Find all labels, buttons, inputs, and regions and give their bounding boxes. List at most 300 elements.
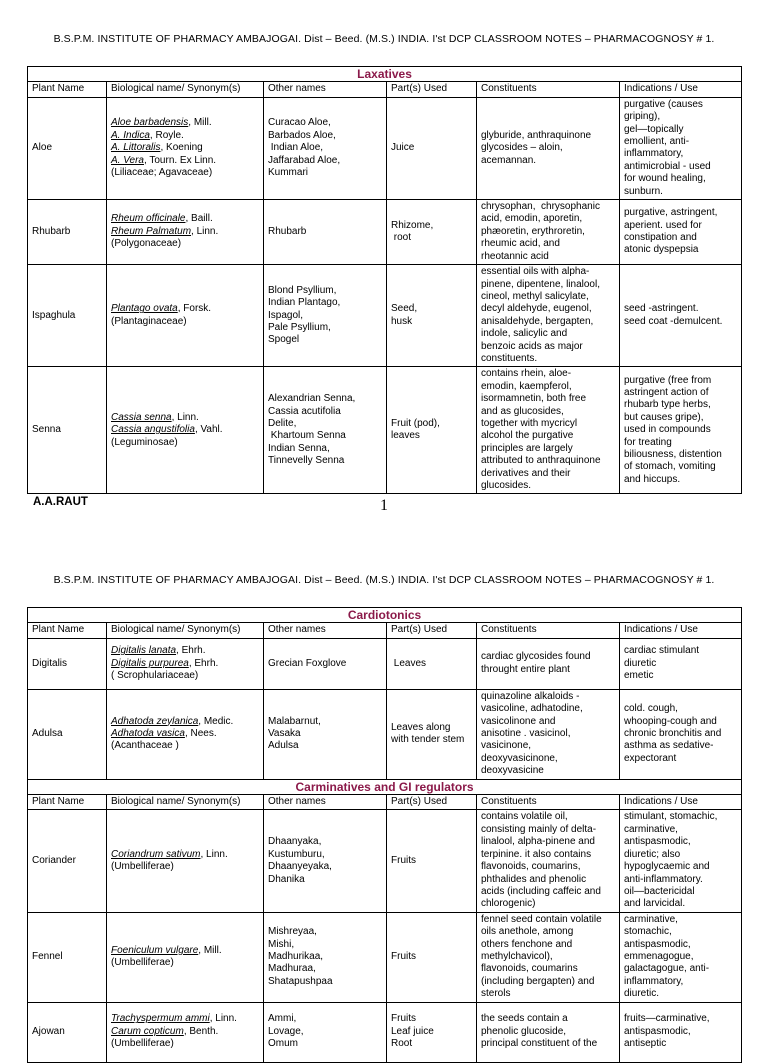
other-names-line: Pale Psyllium,: [268, 321, 331, 333]
constituents-line: emodin, kaempferol,: [481, 380, 572, 392]
indications-line: cold. cough,: [624, 703, 678, 715]
other-names-line: Grecian Foxglove: [268, 657, 347, 669]
species-author: , Mill.: [188, 117, 212, 129]
species-author: , Linn.: [209, 1013, 237, 1025]
other-names: [264, 912, 387, 1002]
constituents-line: (including bergapten) and: [481, 975, 595, 987]
constituents-line: glycosides – aloin,: [481, 142, 563, 154]
plant-name: Adulsa: [28, 689, 107, 779]
page-header: B.S.P.M. INSTITUTE OF PHARMACY AMBAJOGAI. Dist – Beed. (M.S.) INDIA. I'st DCP CLASSROOM NOTES – PHARMACOGNOSY # 1.: [53, 574, 715, 586]
constituents-line: alcohol the purgative: [481, 430, 574, 442]
other-names-line: Curacao Aloe,: [268, 117, 331, 129]
indications: [620, 638, 742, 689]
synonym: [111, 424, 259, 436]
constituents-line: terpinine. it also contains: [481, 848, 592, 860]
col-constituents-header: Constituents: [477, 623, 620, 638]
parts-used-line: Root: [391, 1038, 413, 1050]
synonym: [111, 316, 259, 328]
other-names-line: Mishi,: [268, 938, 295, 950]
plant-name: Ispaghula: [28, 265, 107, 367]
col-indications-header: Indications / Use: [620, 82, 742, 97]
species-name: Adhatoda zeylanica: [111, 715, 199, 727]
section-title: Cardiotonics: [28, 608, 742, 623]
indications-line: astringent action of: [624, 386, 709, 398]
indications-line: antimicrobial - used: [624, 160, 711, 172]
species-author: , Ehrh.: [188, 657, 219, 669]
synonym: [111, 740, 259, 752]
indications-line: emmenagogue,: [624, 950, 694, 962]
other-names: [264, 265, 387, 367]
species-author: , Medic.: [198, 715, 234, 727]
constituents-line: isormamnetin, both free: [481, 393, 587, 405]
indications-line: diuretic; also: [624, 848, 681, 860]
other-names-line: Ispagol,: [268, 309, 304, 321]
constituents-line: rheumic acid, and: [481, 238, 560, 250]
species-author: , Royle.: [149, 129, 184, 141]
indications-line: oil—bactericidal: [624, 885, 695, 897]
indications-line: antispasmodic,: [624, 1025, 691, 1037]
indications-line: carminative,: [624, 913, 678, 925]
other-names: [264, 97, 387, 199]
constituents-line: vasicolinone and: [481, 715, 556, 727]
biological-name: [107, 200, 264, 265]
indications-line: seed coat -demulcent.: [624, 315, 723, 327]
indications-line: galactagogue, anti-: [624, 963, 710, 975]
indications-line: stimulant, stomachic,: [624, 811, 718, 823]
synonym: [111, 861, 259, 873]
other-names-line: Madhuraa,: [268, 963, 316, 975]
constituents-line: acemannan.: [481, 154, 537, 166]
species-author: , Ehrh.: [176, 645, 206, 657]
cardio-carminatives-table: [27, 607, 742, 1063]
constituents: [477, 1002, 620, 1062]
constituents-line: decyl aldehyde, eugenol,: [481, 303, 592, 315]
other-names-line: Indian Aloe,: [268, 142, 324, 154]
species-name: Rheum officinale: [111, 213, 186, 225]
constituents-line: principal constituent of the: [481, 1038, 598, 1050]
constituents-line: the seeds contain a: [481, 1013, 568, 1025]
synonym: [111, 437, 259, 449]
synonym: [111, 213, 259, 225]
indications-line: emetic: [624, 670, 654, 682]
species-author: (Umbelliferae): [111, 957, 174, 969]
indications-line: antispasmodic,: [624, 938, 691, 950]
other-names-line: Indian Plantago,: [268, 297, 341, 309]
other-names-line: Ammi,: [268, 1013, 297, 1025]
species-name: Adhatoda vasica: [111, 728, 185, 740]
indications-line: and larvicidal.: [624, 898, 686, 910]
synonym: [111, 670, 259, 682]
other-names: [264, 638, 387, 689]
indications-line: griping),: [624, 111, 661, 123]
parts-used-line: Fruits: [391, 854, 416, 866]
constituents-line: contains volatile oil,: [481, 811, 568, 823]
indications-line: diuretic.: [624, 988, 660, 1000]
col-other-names-header: Other names: [264, 82, 387, 97]
species-name: Cassia angustifolia: [111, 424, 195, 436]
parts-used: [387, 689, 477, 779]
synonym: [111, 1026, 259, 1038]
parts-used-line: Fruits: [391, 1013, 416, 1025]
parts-used: [387, 912, 477, 1002]
indications-line: antiseptic: [624, 1038, 667, 1050]
plant-row: [28, 265, 742, 367]
species-author: , Koening: [160, 142, 203, 154]
page-header: B.S.P.M. INSTITUTE OF PHARMACY AMBAJOGAI. Dist – Beed. (M.S.) INDIA. I'st DCP CLASSROOM NOTES – PHARMACOGNOSY # 1.: [53, 33, 715, 45]
synonym: [111, 1038, 259, 1050]
constituents-line: quinazoline alkaloids -: [481, 690, 580, 702]
species-author: (Umbelliferae): [111, 1038, 174, 1050]
indications-line: constipation and: [624, 232, 697, 244]
constituents-line: glyburide, anthraquinone: [481, 129, 592, 141]
column-header-row: [28, 795, 742, 810]
col-other-names-header: Other names: [264, 623, 387, 638]
indications-line: hypoglycaemic and: [624, 861, 710, 873]
other-names-line: Madhurikaa,: [268, 950, 324, 962]
col-biological-name-header: Biological name/ Synonym(s): [107, 623, 264, 638]
constituents-line: acid, emodin, aporetin,: [481, 213, 583, 225]
other-names-line: Blond Psyllium,: [268, 284, 337, 296]
plant-name: Rhubarb: [28, 200, 107, 265]
species-name: Cassia senna: [111, 411, 172, 423]
col-plant-name-header: Plant Name: [28, 82, 107, 97]
indications-line: sunburn.: [624, 185, 663, 197]
indications: [620, 367, 742, 494]
section-title-row: [28, 608, 742, 623]
author-name: A.A.RAUT: [33, 496, 88, 508]
constituents: [477, 200, 620, 265]
parts-used: [387, 367, 477, 494]
indications-line: stomachic,: [624, 926, 672, 938]
constituents-line: chlorogenic): [481, 898, 536, 910]
plant-row: [28, 367, 742, 494]
other-names: [264, 200, 387, 265]
synonym: [111, 412, 259, 424]
constituents: [477, 912, 620, 1002]
parts-used: [387, 638, 477, 689]
plant-name: Ajowan: [28, 1002, 107, 1062]
other-names-line: Kustumburu,: [268, 848, 325, 860]
parts-used-line: Fruits: [391, 950, 416, 962]
parts-used-line: Rhizome,: [391, 219, 434, 231]
constituents-line: chrysophan, chrysophanic: [481, 201, 600, 213]
species-author: , Linn.: [191, 225, 219, 237]
column-header-row: [28, 82, 742, 97]
species-name: A. Indica: [111, 129, 150, 141]
constituents-line: linalool, alpha-pinene and: [481, 836, 595, 848]
species-name: Aloe barbadensis: [111, 117, 189, 129]
constituents-line: principles are largely: [481, 442, 573, 454]
constituents-line: others fenchone and: [481, 938, 573, 950]
species-name: Trachyspermum ammi: [111, 1013, 210, 1025]
species-name: Carum copticum: [111, 1025, 184, 1037]
constituents-line: contains rhein, aloe-: [481, 368, 572, 380]
constituents-line: pinene, dipentene, linalool,: [481, 278, 600, 290]
plant-row: [28, 638, 742, 689]
synonym: [111, 117, 259, 129]
col-parts-used-header: Part(s) Used: [387, 795, 477, 810]
indications-line: inflammatory,: [624, 148, 684, 160]
constituents: [477, 265, 620, 367]
indications-line: purgative, astringent,: [624, 207, 718, 219]
biological-name: [107, 689, 264, 779]
parts-used-line: root: [391, 232, 412, 244]
indications-line: seed -astringent.: [624, 303, 699, 315]
other-names-line: Kummari: [268, 167, 309, 179]
plant-row: [28, 200, 742, 265]
parts-used: [387, 200, 477, 265]
indications: [620, 97, 742, 199]
constituents-line: derivatives and their: [481, 467, 571, 479]
parts-used-line: with tender stem: [391, 734, 465, 746]
other-names-line: Alexandrian Senna,: [268, 393, 356, 405]
indications: [620, 200, 742, 265]
parts-used-line: Fruit (pod),: [391, 417, 440, 429]
section-title: Laxatives: [28, 67, 742, 82]
parts-used: [387, 97, 477, 199]
constituents-line: flavonoids, coumarins: [481, 963, 578, 975]
other-names-line: Shatapushpaa: [268, 975, 333, 987]
biological-name: [107, 912, 264, 1002]
species-name: Rheum Palmatum: [111, 225, 192, 237]
other-names-line: Dhaanyaka,: [268, 836, 322, 848]
species-author: , Benth.: [183, 1025, 219, 1037]
indications-line: aperient. used for: [624, 219, 702, 231]
col-plant-name-header: Plant Name: [28, 795, 107, 810]
indications-line: but causes gripe),: [624, 411, 704, 423]
constituents-line: vasicoline, adhatodine,: [481, 703, 583, 715]
other-names-line: Khartoum Senna: [268, 430, 346, 442]
other-names-line: Dhaanyeyaka,: [268, 861, 332, 873]
column-header-row: [28, 623, 742, 638]
constituents-line: methylchavicol),: [481, 950, 553, 962]
indications-line: cardiac stimulant: [624, 645, 700, 657]
other-names-line: Adulsa: [268, 740, 299, 752]
laxatives-table: [27, 66, 742, 494]
section-title-row: [28, 67, 742, 82]
indications-line: biliousness, distention: [624, 448, 722, 460]
other-names: [264, 367, 387, 494]
plant-name: Senna: [28, 367, 107, 494]
parts-used: [387, 1002, 477, 1062]
synonym: [111, 167, 259, 179]
plant-name: Digitalis: [28, 638, 107, 689]
col-constituents-header: Constituents: [477, 82, 620, 97]
section-title-row: [28, 779, 742, 794]
indications: [620, 810, 742, 912]
indications-line: used in compounds: [624, 424, 711, 436]
constituents-line: essential oils with alpha-: [481, 266, 590, 278]
col-indications-header: Indications / Use: [620, 623, 742, 638]
indications-line: chronic bronchitis and: [624, 728, 722, 740]
species-author: , Mill.: [198, 944, 222, 956]
other-names-line: Tinnevelly Senna: [268, 455, 345, 467]
constituents: [477, 638, 620, 689]
species-author: (Acanthaceae ): [111, 740, 179, 752]
species-author: (Plantaginaceae): [111, 315, 187, 327]
col-constituents-header: Constituents: [477, 795, 620, 810]
plant-row: [28, 912, 742, 1002]
constituents-line: deoxyvasicine: [481, 765, 544, 777]
synonym: [111, 226, 259, 238]
parts-used: [387, 265, 477, 367]
synonym: [111, 142, 259, 154]
constituents-line: flavonoids, coumarins,: [481, 861, 581, 873]
synonym: [111, 945, 259, 957]
biological-name: [107, 638, 264, 689]
synonym: [111, 716, 259, 728]
parts-used-line: Leaf juice: [391, 1025, 434, 1037]
other-names: [264, 689, 387, 779]
species-name: Coriandrum sativum: [111, 848, 201, 860]
parts-used-line: Seed,: [391, 303, 418, 315]
indications-line: expectorant: [624, 752, 677, 764]
indications-line: diuretic: [624, 657, 657, 669]
other-names-line: Delite,: [268, 417, 297, 429]
constituents-line: fennel seed contain volatile: [481, 913, 602, 925]
other-names-line: Barbados Aloe,: [268, 129, 336, 141]
biological-name: [107, 1002, 264, 1062]
plant-name: Aloe: [28, 97, 107, 199]
species-author: (Polygonaceae): [111, 238, 182, 250]
species-name: A. Vera: [111, 154, 144, 166]
species-author: , Vahl.: [194, 424, 223, 436]
indications: [620, 689, 742, 779]
synonym: [111, 957, 259, 969]
synonym: [111, 1013, 259, 1025]
synonym: [111, 303, 259, 315]
constituents-line: anisaldehyde, bergapten,: [481, 315, 594, 327]
parts-used: [387, 810, 477, 912]
constituents: [477, 367, 620, 494]
parts-used-line: Leaves along: [391, 721, 451, 733]
indications-line: asthma as sedative-: [624, 740, 714, 752]
indications-line: purgative (causes: [624, 98, 703, 110]
other-names: [264, 810, 387, 912]
col-parts-used-header: Part(s) Used: [387, 82, 477, 97]
species-author: , Forsk.: [177, 303, 212, 315]
synonym: [111, 130, 259, 142]
constituents-line: cineol, methyl salicylate,: [481, 290, 589, 302]
other-names-line: Jaffarabad Aloe,: [268, 154, 341, 166]
plant-row: [28, 810, 742, 912]
constituents-line: acids (including caffeic and: [481, 885, 601, 897]
plant-name: Fennel: [28, 912, 107, 1002]
biological-name: [107, 265, 264, 367]
other-names-line: Omum: [268, 1038, 298, 1050]
species-name: Plantago ovata: [111, 303, 178, 315]
constituents-line: throught entire plant: [481, 663, 570, 675]
constituents-line: consisting mainly of delta-: [481, 823, 597, 835]
other-names-line: Lovage,: [268, 1025, 304, 1037]
plant-row: [28, 689, 742, 779]
page-2: [0, 560, 768, 1050]
constituents-line: and as glucosides,: [481, 405, 564, 417]
species-name: Digitalis purpurea: [111, 657, 189, 669]
constituents-line: indole, salicylic and: [481, 328, 568, 340]
constituents-line: phthalides and phenolic: [481, 873, 587, 885]
indications-line: rhubarb type herbs,: [624, 399, 711, 411]
constituents-line: benzoic acids as major: [481, 340, 583, 352]
plant-name: Coriander: [28, 810, 107, 912]
other-names-line: Mishreyaa,: [268, 926, 317, 938]
parts-used-line: Juice: [391, 142, 415, 154]
other-names-line: Malabarnut,: [268, 715, 321, 727]
other-names-line: Indian Senna,: [268, 442, 330, 454]
indications: [620, 265, 742, 367]
synonym: [111, 645, 259, 657]
constituents-line: attributed to anthraquinone: [481, 455, 601, 467]
biological-name: [107, 97, 264, 199]
constituents-line: phenolic glucoside,: [481, 1025, 567, 1037]
other-names-line: Cassia acutifolia: [268, 405, 341, 417]
species-name: A. Littoralis: [111, 142, 161, 154]
constituents-line: anisotine . vasicinol,: [481, 728, 571, 740]
species-name: Digitalis lanata: [111, 645, 177, 657]
col-plant-name-header: Plant Name: [28, 623, 107, 638]
parts-used-line: Leaves: [391, 657, 427, 669]
indications-line: carminative,: [624, 823, 678, 835]
species-author: , Baill.: [185, 213, 213, 225]
col-biological-name-header: Biological name/ Synonym(s): [107, 82, 264, 97]
constituents-line: glucosides.: [481, 480, 532, 491]
indications-line: gel—topically: [624, 123, 684, 135]
indications-line: whooping-cough and: [624, 715, 717, 727]
constituents: [477, 97, 620, 199]
indications-line: inflammatory,: [624, 975, 684, 987]
synonym: [111, 155, 259, 167]
constituents-line: vasicinone,: [481, 740, 532, 752]
page-number: 1: [380, 497, 388, 514]
indications-line: for wound healing,: [624, 173, 706, 185]
constituents-line: rheotannic acid: [481, 250, 549, 262]
constituents: [477, 689, 620, 779]
species-name: Foeniculum vulgare: [111, 944, 199, 956]
species-author: ( Scrophulariaceae): [111, 670, 199, 682]
species-author: , Linn.: [171, 411, 199, 423]
biological-name: [107, 367, 264, 494]
indications-line: anti-inflammatory.: [624, 873, 703, 885]
constituents-line: oils anethole, among: [481, 926, 574, 938]
species-author: , Linn.: [200, 848, 228, 860]
species-author: , Nees.: [184, 728, 217, 740]
synonym: [111, 849, 259, 861]
col-biological-name-header: Biological name/ Synonym(s): [107, 795, 264, 810]
other-names: [264, 1002, 387, 1062]
plant-row: [28, 1002, 742, 1062]
indications-line: and hiccups.: [624, 473, 681, 485]
constituents-line: deoxyvasicinone,: [481, 752, 558, 764]
indications-line: for treating: [624, 436, 672, 448]
species-author: (Umbelliferae): [111, 861, 174, 873]
species-author: (Liliaceae; Agavaceae): [111, 167, 213, 179]
other-names-line: Rhubarb: [268, 225, 307, 237]
other-names-line: Spogel: [268, 334, 300, 346]
indications-line: of stomach, vomiting: [624, 461, 716, 473]
synonym: [111, 728, 259, 740]
synonym: [111, 238, 259, 250]
indications-line: purgative (free from: [624, 374, 712, 386]
constituents-line: phæoretin, erythroretin,: [481, 225, 585, 237]
parts-used-line: husk: [391, 315, 413, 327]
indications: [620, 1002, 742, 1062]
col-parts-used-header: Part(s) Used: [387, 623, 477, 638]
constituents-line: cardiac glycosides found: [481, 651, 591, 663]
indications: [620, 912, 742, 1002]
indications-line: fruits—carminative,: [624, 1013, 710, 1025]
section-title: Carminatives and GI regulators: [28, 779, 742, 794]
constituents-line: together with mycricyl: [481, 417, 578, 429]
